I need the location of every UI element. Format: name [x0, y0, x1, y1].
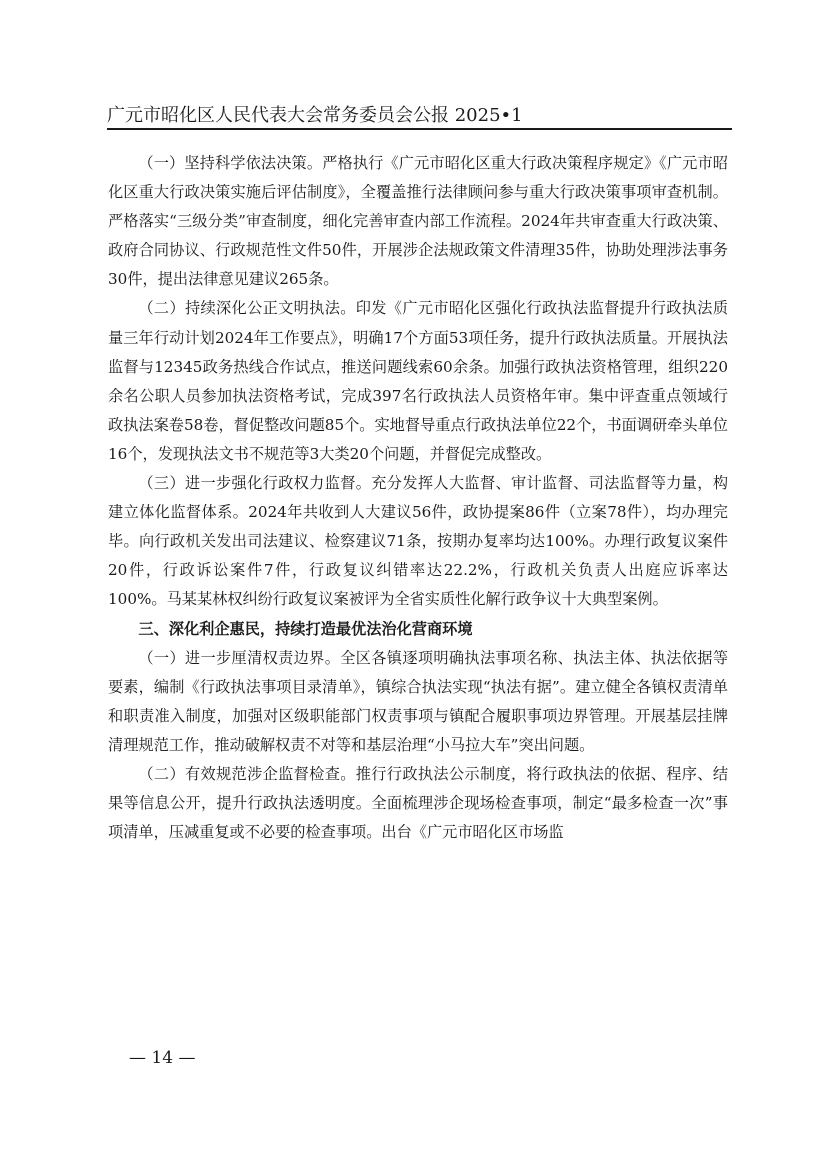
paragraph-lead: （二）有效规范涉企监督检查。 — [138, 764, 356, 783]
paragraph-text: 推行行政执法公示制度，将行政执法的依据、程序、结果等信息公开，提升行政执法透明度。全面梳理涉企现场检查事项，制定“最多检查一次”事项清单，压减重复或不必要的检查事项。出台《广元市昭化区市场监 — [108, 764, 729, 842]
paragraph — [108, 469, 728, 614]
paragraph-text: 全区各镇逐项明确执法事项名称、执法主体、执法依据等要素，编制《行政执法事项目录清单》，镇综合执法实现“执法有据”。建立健全各镇权责清单和职责准入制度，加强对区级职能部门权责事项与镇配合履职事项边界管理。开展基层挂牌清理规范工作，推动破解权责不对等和基层治理“小马拉大车”突出问题。 — [108, 648, 729, 754]
body-text — [108, 149, 728, 847]
page-number: — 14 — — [129, 1048, 196, 1068]
paragraph — [108, 644, 728, 760]
paragraph-lead: （一）坚持科学依法决策。 — [138, 154, 323, 172]
running-header: 广元市昭化区人民代表大会常务委员会公报 2025•1 — [107, 105, 523, 126]
paragraph-text: 严格执行《广元市昭化区重大行政决策程序规定》《广元市昭化区重大行政决策实施后评估制度》，全覆盖推行法律顾问参与重大行政决策事项审查机制。严格落实“三级分类”审查制度，细化完善审查内部工作流程。2024年共审查重大行政决策、政府合同协议、行政规范性文件50件，开展涉企法规政策文件清理35件，协助处理涉法事务30件，提出法律意见建议265条。 — [108, 154, 728, 289]
paragraph-lead: （一）进一步厘清权责边界。 — [138, 648, 341, 667]
paragraph-lead: （三）进一步强化行政权力监督。 — [138, 474, 372, 493]
paragraph-text: 充分发挥人大监督、审计监督、司法监督等力量，构建立体化监督体系。2024年共收到人大建议56件，政协提案86件（立案78件），均办理完毕。向行政机关发出司法建议、检察建议71条，按期办复率均达100%。办理行政复议案件20件，行政诉讼案件7件，行政复议纠错率达22.2%，行政机关负责人出庭应诉率达100%。马某某林权纠纷行政复议案被评为全省实质性化解行政争议十大典型案例。 — [108, 474, 729, 609]
paragraph — [108, 760, 728, 847]
header-divider — [107, 128, 732, 130]
paragraph-lead: （二）持续深化公正文明执法。 — [138, 299, 356, 318]
paragraph — [108, 294, 728, 469]
paragraph-text: 印发《广元市昭化区强化行政执法监督提升行政执法质量三年行动计划2024年工作要点》，明确17个方面53项任务，提升行政执法质量。开展执法监督与12345政务热线合作试点，推送问题线索60余条。加强行政执法资格管理，组织220余名公职人员参加执法资格考试，完成397名行政执法人员资格年审。集中评查重点领域行政执法案卷58卷，督促整改问题85个。实地督导重点行政执法单位22个，书面调研牵头单位16个，发现执法文书不规范等3大类20个问题，并督促完成整改。 — [108, 299, 729, 463]
section-heading: 三、深化利企惠民，持续打造最优法治化营商环境 — [138, 619, 473, 638]
paragraph — [108, 149, 728, 294]
